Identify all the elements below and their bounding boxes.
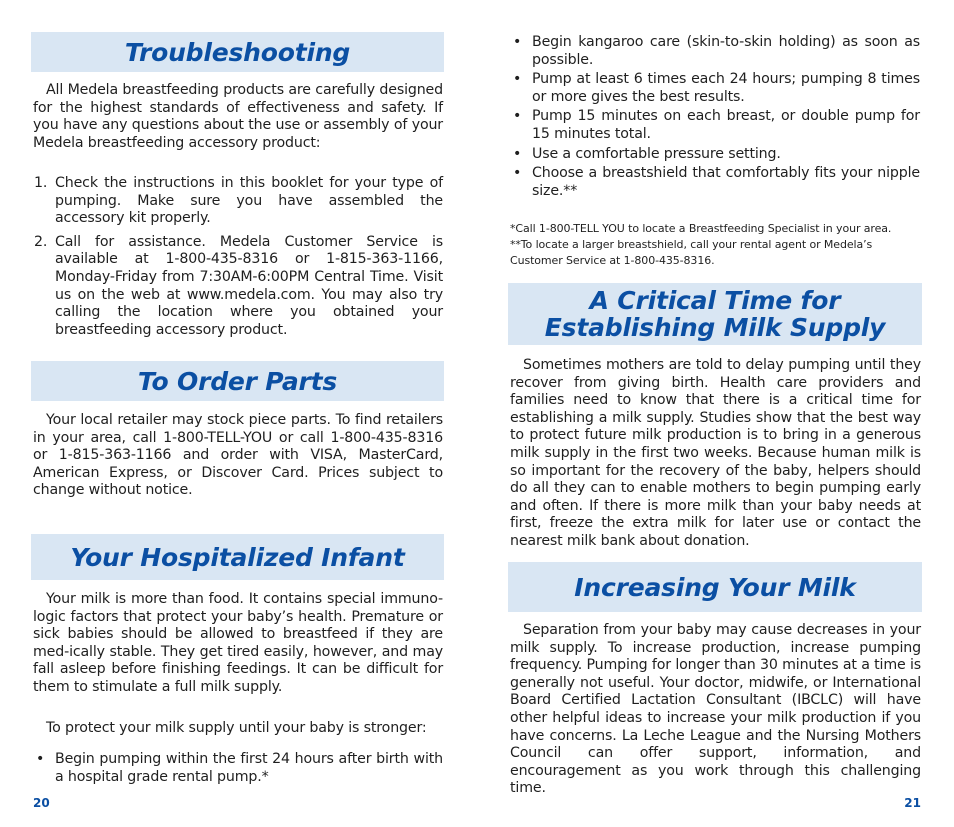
critical-time-body: Sometimes mothers are told to delay pumping until they recover from giving birth. Health care providers and families need to know that there is a critical time for establishing a milk supply. Studies show that the best way to protect future milk production is to bring in a generous milk supply in the first two weeks. Because human milk is so important for the recovery of the baby, helpers should do all they can to enable mothers to begin pumping early and often. If there is more milk than your baby needs at first, freeze the extra milk for later use or contact the nearest milk bank about donation. (510, 357, 921, 549)
order-parts-body: Your local retailer may stock piece parts. To find retailers in your area, call 1-800-TELL-YOU or call 1-800-435-8316 or 1-815-363-1166 and order with VISA, MasterCard, American Express, or Discover Card. Prices subject to change without notice. (33, 412, 443, 499)
list-item (510, 108, 920, 143)
increasing-milk-heading: Increasing Your Milk (574, 572, 856, 602)
footnote-1: *Call 1-800-TELL YOU to locate a Breastfeeding Specialist in your area. (510, 222, 892, 235)
order-parts-banner (31, 361, 444, 401)
list-item (510, 34, 920, 69)
list-item (33, 751, 443, 786)
bullet-icon: • (513, 71, 522, 88)
hospitalized-banner (31, 534, 444, 580)
troubleshooting-heading: Troubleshooting (124, 37, 351, 67)
bullet-icon: • (513, 165, 522, 182)
hospitalized-bullets (33, 751, 443, 786)
step-number: 2. (34, 233, 48, 250)
list-item (510, 71, 920, 106)
bullet-text: Pump at least 6 times each 24 hours; pumping 8 times or more gives the best results. (532, 71, 920, 105)
hospitalized-body: Your milk is more than food. It contains special immuno-logic factors that protect your baby’s health. Premature or sick babies should be allowed to breastfeed if they are med-ically stable. They get tired easily, however, and may fall asleep before finishing feedings. It can be difficult for them to stimulate a full milk supply. (33, 591, 443, 695)
list-item (33, 234, 443, 340)
hospitalized-lead: To protect your milk supply until your baby is stronger: (46, 720, 427, 736)
troubleshooting-intro: All Medela breastfeeding products are carefully designed for the highest standards of effectiveness and safety. If you have any questions about the use or assembly of your Medela breastfeeding accessory product: (33, 82, 443, 151)
protect-supply-bullets (510, 34, 920, 200)
page-number: 21 (904, 796, 921, 810)
hospitalized-heading: Your Hospitalized Infant (70, 542, 405, 572)
order-parts-heading: To Order Parts (137, 366, 338, 396)
bullet-text: Choose a breastshield that comfortably fits your nipple size.** (532, 165, 920, 199)
list-item (33, 175, 443, 228)
bullet-text: Pump 15 minutes on each breast, or double pump for 15 minutes total. (532, 108, 920, 142)
bullet-text: Begin kangaroo care (skin-to-skin holding) as soon as possible. (532, 34, 920, 68)
critical-time-banner (508, 283, 922, 345)
page-number: 20 (33, 796, 50, 810)
bullet-icon: • (36, 751, 45, 767)
bullet-icon: • (513, 34, 522, 50)
critical-time-heading-line-2: Establishing Milk Supply (544, 313, 886, 342)
step-text: Call for assistance. Medela Customer Service is available at 1-800-435-8316 or 1-815-363-1166, Monday-Friday from 7:30AM-6:00PM Central Time. Visit us on the web at www.medela.com. You may also try calling the location where you obtained your breastfeeding accessory product. (55, 233, 443, 338)
step-text: Check the instructions in this booklet for your type of pumping. Make sure you have assembled the accessory kit properly. (55, 175, 443, 227)
bullet-icon: • (513, 145, 522, 162)
troubleshooting-steps (33, 175, 443, 339)
list-item (510, 165, 920, 200)
increasing-milk-body: Separation from your baby may cause decreases in your milk supply. To increase production, increase pumping frequency. Pumping for longer than 30 minutes at a time is generally not useful. Your doctor, midwife, or International Board Certified Lactation Consultant (IBCLC) will have other helpful ideas to increase your milk production if you have concerns. La Leche League and the Nursing Mothers Council can offer support, information, and encouragement as you work through this challenging time. (510, 622, 921, 797)
bullet-text: Begin pumping within the first 24 hours after birth with a hospital grade rental pump.* (55, 751, 443, 785)
increasing-milk-banner (508, 562, 922, 612)
bullet-icon: • (513, 108, 522, 125)
list-item (510, 146, 920, 164)
step-number: 1. (34, 175, 48, 191)
critical-time-heading-line-1: A Critical Time for (589, 286, 841, 315)
right-page (477, 0, 954, 827)
bullet-text: Use a comfortable pressure setting. (532, 145, 781, 162)
troubleshooting-banner (31, 32, 444, 72)
footnote-2: **To locate a larger breastshield, call your rental agent or Medela’s Customer Service at 1-800-435-8316. (510, 238, 873, 267)
